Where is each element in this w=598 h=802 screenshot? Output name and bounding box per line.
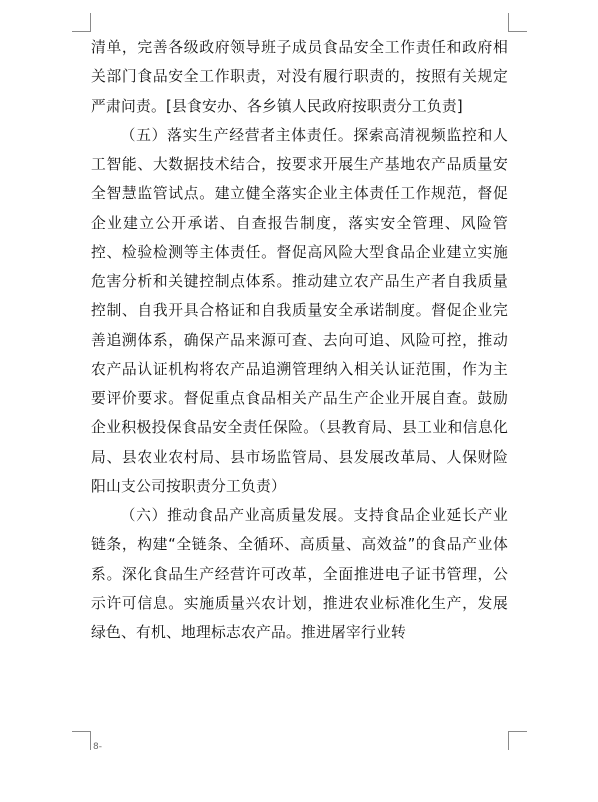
document-body — [91, 33, 508, 647]
crop-mark-top-left — [72, 13, 91, 32]
paragraph-2: （五）落实生产经营者主体责任。探索高清视频监控和人工智能、大数据技术结合，按要求开展生产基地农产品质量安全智慧监管试点。建立健全落实企业主体责任工作规范，督促企业建立公开承诺、自查报告制度，落实安全管理、风险管控、检验检测等主体责任。督促高风险大型食品企业建立实施危害分析和关键控制点体系。推动建立农产品生产者自我质量控制、自我开具合格证和自我质量安全承诺制度。督促企业完善追溯体系，确保产品来源可查、去向可追、风险可控，推动农产品认证机构将农产品追溯管理纳入相关认证范围，作为主要评价要求。督促重点食品相关产品生产企业开展自查。鼓励企业积极投保食品安全责任保险。（县教育局、县工业和信息化局、县农业农村局、县市场监管局、县发展改革局、人保财险阳山支公司按职责分工负责） — [91, 126, 508, 495]
paragraph-3: （六）推动食品产业高质量发展。支持食品企业延长产业链条，构建“全链条、全循环、高质量、高效益”的食品产业体系。深化食品生产经营许可改革，全面推进电子证书管理，公示许可信息。实施质量兴农计划，推进农业标准化生产，发展绿色、有机、地理标志农产品。推进屠宰行业转 — [91, 507, 508, 641]
crop-mark-bottom-right — [508, 731, 527, 750]
crop-mark-top-right — [508, 13, 527, 32]
page-number: 8- — [93, 742, 102, 752]
paragraph-1: 清单，完善各级政府领导班子成员食品安全工作责任和政府相关部门食品安全工作职责，对没有履行职责的，按照有关规定严肃问责。[县食安办、各乡镇人民政府按职责分工负责] — [91, 39, 508, 115]
crop-mark-bottom-left — [72, 731, 91, 750]
